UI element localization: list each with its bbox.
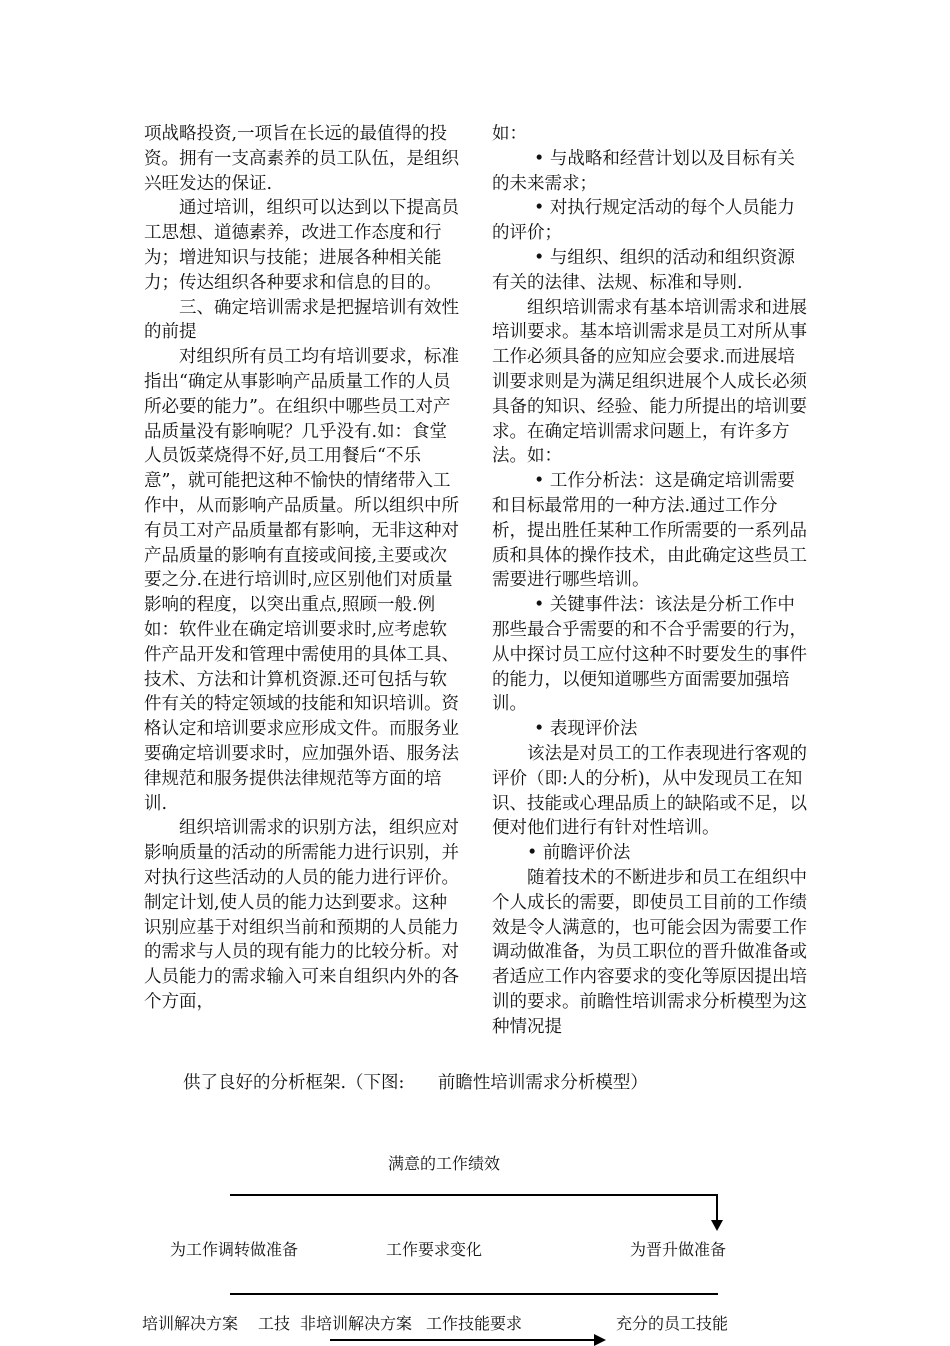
left-column [144,122,462,1015]
right-column-paragraph: • 关键事件法：该法是分析工作中那些最合乎需要的和不合乎需要的行为，从中探讨员工应付这种不时要发生的事件的能力，以便知道哪些方面需要加强培训。 [492,595,807,715]
right-column-paragraph: • 表现评价法 [534,719,638,740]
diagram-caption: 供了良好的分析框架.（下图: 前瞻性培训需求分析模型） [183,1073,648,1093]
right-column-paragraph: 该法是对员工的工作表现进行客观的评价（即:人的分析)，从中发现员工在知识、技能或心理品质上的缺陷或不足，以便对他们进行有针对性培训。 [492,743,807,839]
diagram-top-label: 满意的工作绩效 [388,1154,501,1173]
right-column-paragraph: 随着技术的不断进步和员工在组织中个人成长的需要，即使员工目前的工作绩效是令人满意的，也可能会因为需要工作调动做准备，为员工职位的晋升做准备或者适应工作内容要求的变化等原因提出培训的要求。前瞻性培训需求分析模型为这种情况提 [492,867,807,1037]
diagram-bottom-arrow-line [330,1339,598,1341]
right-column-paragraph: • 工作分析法：这是确定培训需要和目标最常用的一种方法.通过工作分析，提出胜任某种工作所需要的一系列品质和具体的操作技术，由此确定这些员工需要进行哪些培训。 [492,471,807,591]
left-column-paragraph: 三、确定培训需求是把握培训有效性的前提 [144,297,459,343]
diagram-top-line [230,1194,718,1196]
right-column-paragraph: • 对执行规定活动的每个人员能力的评价； [492,198,795,244]
right-column-paragraph: 如： [492,124,527,144]
left-column-paragraph: 对组织所有员工均有培训要求，标准指出“确定从事影响产品质量工作的人员所必要的能力”。在组织中哪些员工对产品质量没有影响呢？几乎没有.如：食堂人员饭菜烧得不好,员工用餐后“不乐意”，就可能把这种不愉快的情绪带入工作中，从而影响产品质量。所以组织中所有员工对产品质量都有影响，无非这种对产品质量的影响有直接或间接,主要或次要之分.在进行培训时,应区别他们对质量影响的程度，以突出重点,照顾一般.例如：软件业在确定培训要求时,应考虑软件产品开发和管理中需使用的具体工具、技术、方法和计算机资源.还可包括与软件有关的特定领域的技能和知识培训。资格认定和培训要求应形成文件。而服务业要确定培训要求时，应加强外语、服务法律规范和服务提供法律规范等方面的培训. [144,347,459,814]
diagram-node-adequate-skills: 充分的员工技能 [616,1314,729,1333]
right-column-paragraph: 组织培训需求有基本培训需求和进展培训要求。基本培训需求是员工对所从事工作必须具备的应知应会要求.而进展培训要求则是为满足组织进展个人成长必须具备的知识、经验、能力所提出的培训要求。在确定培训需求问题上，有许多方法。如： [492,297,807,467]
arrow-right-icon [594,1334,606,1346]
left-column-paragraph: 组织培训需求的识别方法，组织应对影响质量的活动的所需能力进行识别，并对执行这些活动的人员的能力进行评价。制定计划,使人员的能力达到要求。这种识别应基于对组织当前和预期的人员能力的需求与人员的现有能力的比较分析。对人员能力的需求输入可来自组织内外的各个方面， [144,818,459,1012]
arrow-down-icon [711,1220,723,1232]
diagram-node-training-solution: 培训解决方案 [142,1314,239,1333]
right-column-paragraph: • 与战略和经营计划以及目标有关的未来需求； [492,148,795,194]
diagram-node-fragment: 工技 [258,1314,291,1333]
right-column-paragraph: • 与组织、组织的活动和组织资源有关的法律、法规、标准和导则. [492,247,795,293]
diagram-node-non-training-solution: 非培训解决方案 [300,1314,413,1333]
diagram-node-skill-requirement: 工作技能要求 [426,1314,523,1333]
right-column-paragraph: • 前瞻评价法 [527,843,631,864]
diagram-node-promotion-prep: 为晋升做准备 [630,1240,727,1259]
diagram-node-transfer-prep: 为工作调转做准备 [170,1240,299,1259]
left-column-paragraph: 通过培训，组织可以达到以下提高员工思想、道德素养，改进工作态度和行为；增进知识与技能；进展各种相关能力；传达组织各种要求和信息的目的。 [144,198,459,293]
right-column [492,122,808,1039]
diagram-node-job-change: 工作要求变化 [386,1240,483,1259]
diagram-middle-line [230,1293,718,1295]
left-column-paragraph: 项战略投资,一项旨在长远的最值得的投资。拥有一支高素养的员工队伍，是组织兴旺发达的保证. [144,124,459,194]
